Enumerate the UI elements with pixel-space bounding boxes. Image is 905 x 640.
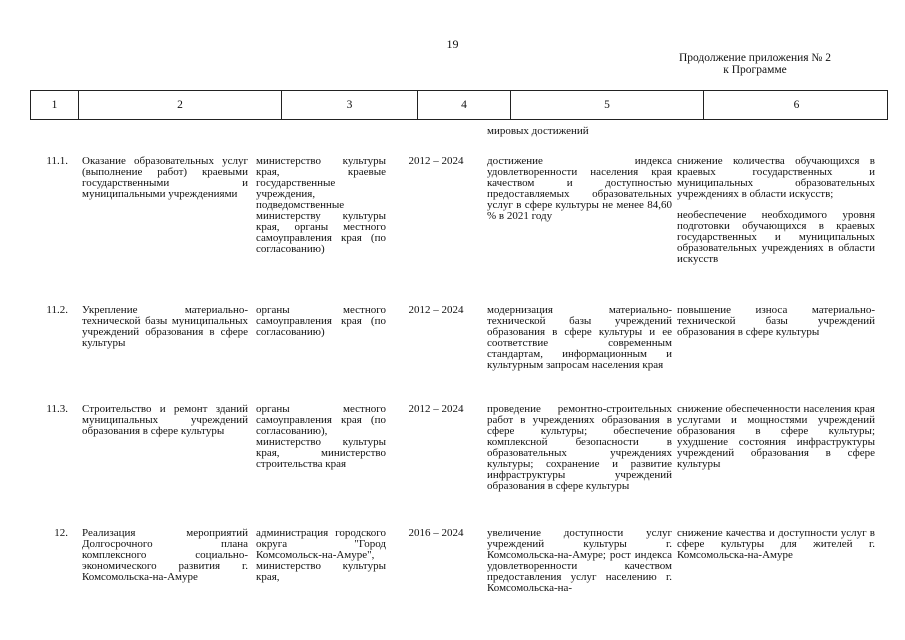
carry-over-text: мировых достижений [487,125,589,137]
years: 2016 – 2024 [408,527,464,539]
years: 2012 – 2024 [408,403,464,415]
row-number: 11.3. [46,403,68,415]
table-header [30,90,888,120]
activity-name: Реализация мероприятий Долгосрочного плана комплексного социально-экономического развития г. Комсомольска-на-Амуре [82,527,248,583]
years: 2012 – 2024 [408,155,464,167]
activity-name: Строительство и ремонт зданий муниципальных учреждений образования в сфере культуры [82,403,248,437]
consequences [677,156,875,265]
expected-result: модернизация материально-технической базы учреждений образования в сфере культуры и ее соответствие современным стандартам, информационным и культурным запросам населения края [487,304,672,371]
consequence-1: снижение качества и доступности услуг в сфере культуры для жителей г. Комсомольска-на-Амуре [677,527,875,561]
consequence-1: снижение количества обучающихся в краевых государственных и муниципальных образовательных учреждениях в области искусств; [677,155,875,200]
appendix-line-1: Продолжение приложения № 2 [678,52,832,64]
consequence-1: повышение износа материально-технической базы учреждений образования в сфере культуры [677,304,875,338]
header-col-3: 3 [282,91,418,119]
header-col-6: 6 [793,99,800,111]
appendix-caption [640,52,870,76]
executor: органы местного самоуправления края (по согласованию) [256,304,386,338]
header-col-4: 4 [418,91,511,119]
executor: органы местного самоуправления края (по согласованию), министерство культуры края, министерство строительства края [256,403,386,470]
page-number: 19 [446,37,459,51]
consequences [677,528,875,561]
consequence-1: снижение обеспеченности населения края услугами и мощностями учреждений образования в сфере культуры; ухудшение состояния инфраструктуры учреждений образования в сфере культуры [677,403,875,470]
consequence-2: необеспечение необходимого уровня подготовки обучающихся в краевых государственных и муниципальных образовательных учреждениях в области искусств [677,209,875,265]
years: 2012 – 2024 [408,304,464,316]
header-col-1: 1 [31,91,79,119]
row-number: 11.1. [46,155,68,167]
header-col-5: 5 [511,91,704,119]
row-number: 11.2. [46,304,68,316]
expected-result: проведение ремонтно-строительных работ в учреждениях образования в сфере культуры; обеспечение комплексной безопасности в образовательных учреждениях культуры; сохранение и развитие инфраструктуры учреждений образования в сфере культуры [487,403,672,492]
consequences [677,305,875,338]
consequences [677,404,875,470]
executor: министерство культуры края, краевые государственные учреждения, подведомственные министерству культуры края, органы местного самоуправления края (по согласованию) [256,155,386,255]
activity-name: Укрепление материально-технической базы муниципальных учреждений образования в сфере культуры [82,304,248,349]
activity-name: Оказание образовательных услуг (выполнение работ) краевыми государственными и муниципальными учреждениями [82,155,248,200]
executor: администрация городского округа "Город Комсомольск-на-Амуре", министерство культуры края, [256,527,386,583]
row-number: 12. [54,527,68,539]
expected-result: увеличение доступности услуг учреждений культуры г. Комсомольска-на-Амуре; рост индекса удовлетворенности качеством предоставления услуг населению г. Комсомольска-на- [487,527,672,594]
header-col-2: 2 [79,91,282,119]
expected-result: достижение индекса удовлетворенности населения края качеством и доступностью предоставляемых образовательных услуг в сфере культуры не менее 84,60 % в 2021 году [487,155,672,222]
appendix-line-2: к Программе [723,64,787,76]
